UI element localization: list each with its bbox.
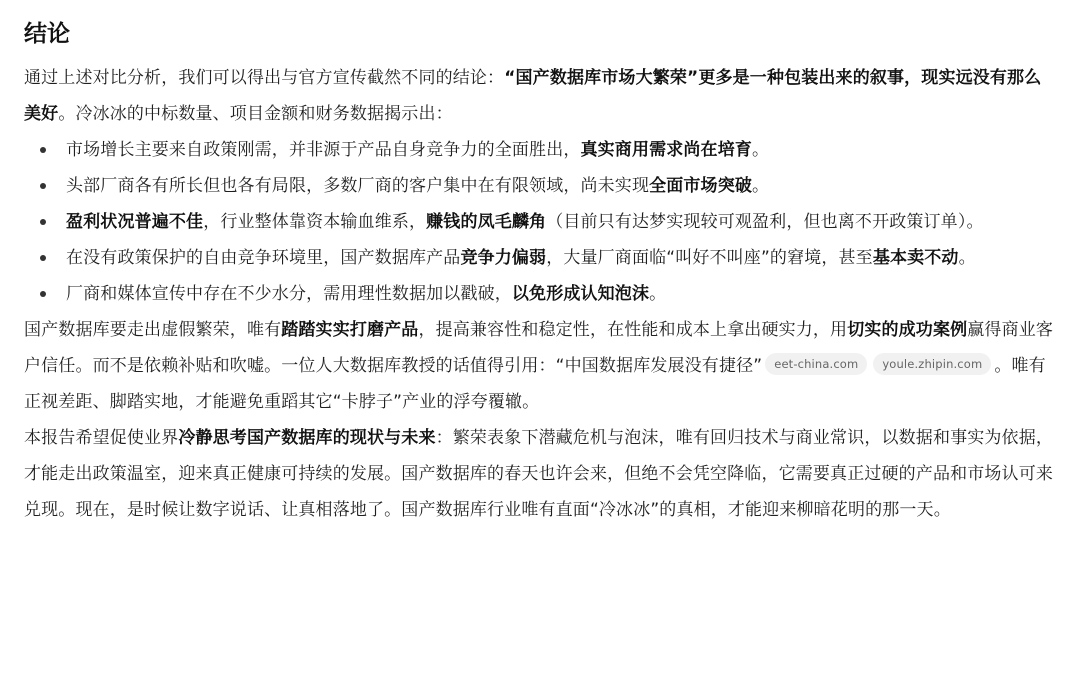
- source-chip-eet-china[interactable]: eet-china.com: [765, 353, 867, 375]
- text-span: 通过上述对比分析，我们可以得出与官方宣传截然不同的结论：: [24, 68, 505, 88]
- bold-text: 基本卖不动: [872, 248, 959, 268]
- bullet-icon: [40, 291, 46, 297]
- list-item: [24, 132, 1056, 168]
- text-span: 。唯有正视差距、脚踏实地，才能避免重蹈其它“卡脖子”产业的浮夸覆辙。: [24, 356, 1046, 412]
- text-span: ，提高兼容性和稳定性，在性能和成本上拿出硬实力，用: [418, 320, 848, 340]
- bold-text: 盈利状况普遍不佳: [66, 212, 204, 232]
- list-item: [24, 240, 1056, 276]
- bold-text: 全面市场突破: [649, 176, 753, 196]
- text-span: 。: [752, 176, 770, 196]
- text-span: 。: [752, 140, 770, 160]
- list-item: [24, 276, 1056, 312]
- text-span: 本报告希望促使业界: [24, 428, 179, 448]
- source-chip-zhipin[interactable]: youle.zhipin.com: [873, 353, 991, 375]
- bold-text: 竞争力偏弱: [460, 248, 547, 268]
- section-heading: 结论: [24, 21, 70, 47]
- list-item: [24, 204, 1056, 240]
- text-span: ，行业整体靠资本输血维系，: [203, 212, 427, 232]
- bold-text: 踏踏实实打磨产品: [281, 320, 419, 340]
- text-span: 厂商和媒体宣传中存在不少水分，需用理性数据加以戳破，: [66, 284, 512, 304]
- bold-text: 切实的成功案例: [847, 320, 968, 340]
- bullet-icon: [40, 255, 46, 261]
- text-span: 国产数据库要走出虚假繁荣，唯有: [24, 320, 282, 340]
- bold-text: 赚钱的凤毛麟角: [426, 212, 547, 232]
- recommendation-paragraph: [24, 312, 1056, 420]
- list-item: [24, 168, 1056, 204]
- text-span: 。冷冰冰的中标数量、项目金额和财务数据揭示出：: [58, 104, 453, 124]
- bullet-icon: [40, 219, 46, 225]
- conclusion-paragraph: [24, 60, 1056, 132]
- bold-text: 真实商用需求尚在培育: [580, 140, 752, 160]
- text-span: 在没有政策保护的自由竞争环境里，国产数据库产品: [66, 248, 461, 268]
- text-span: ，大量厂商面临“叫好不叫座”的窘境，甚至: [546, 248, 873, 268]
- text-span: 。: [958, 248, 976, 268]
- bullet-icon: [40, 147, 46, 153]
- text-span: 市场增长主要来自政策刚需，并非源于产品自身竞争力的全面胜出，: [66, 140, 581, 160]
- text-span: （目前只有达梦实现较可观盈利，但也离不开政策订单）。: [546, 212, 984, 232]
- bold-text: “国产数据库市场大繁荣”更多是一种包装出来的叙事，现实远没有那么美好: [24, 68, 1042, 124]
- bold-text: 冷静思考国产数据库的现状与未来: [178, 428, 436, 448]
- text-span: 头部厂商各有所长但也各有局限，多数厂商的客户集中在有限领域，尚未实现: [66, 176, 650, 196]
- text-span: 赢得商业客户信任。而不是依赖补贴和吹嘘。一位人大数据库教授的话值得引用：“中国数据库发展没有捷径”: [24, 320, 1054, 376]
- bold-text: 以免形成认知泡沫: [511, 284, 650, 304]
- bullet-icon: [40, 183, 46, 189]
- text-span: ：繁荣表象下潜藏危机与泡沫，唯有回归技术与商业常识，以数据和事实为依据，才能走出政策温室，迎来真正健康可持续的发展。国产数据库的春天也许会来，但绝不会凭空降临，它需要真正过硬的产品和市场认可来兑现。现在，是时候让数字说话、让真相落地了。国产数据库行业唯有直面“冷冰冰”的真相，才能迎来柳暗花明的那一天。: [24, 428, 1054, 520]
- text-span: 。: [649, 284, 667, 304]
- closing-paragraph: [24, 420, 1056, 528]
- findings-list: [24, 132, 1056, 312]
